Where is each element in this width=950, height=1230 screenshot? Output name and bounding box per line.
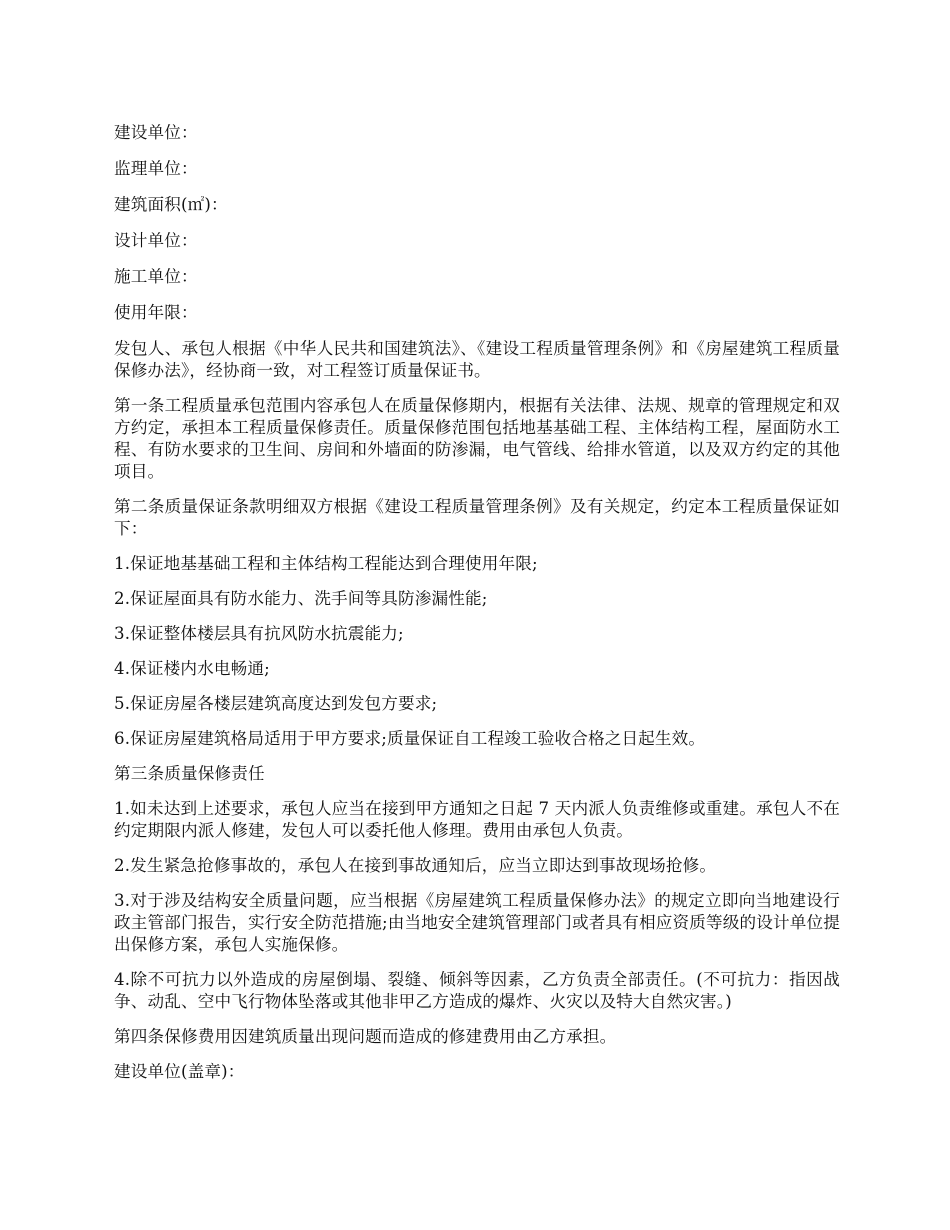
- field-construction-unit: 建设单位：: [114, 123, 198, 142]
- field-service-life: 使用年限：: [114, 303, 198, 322]
- signature-line: 建设单位(盖章)：: [114, 1062, 245, 1081]
- intro-paragraph: 发包人、承包人根据《中华人民共和国建筑法》、《建设工程质量管理条例》和《房屋建筑工程质量保修办法》，经协商一致，对工程签订质量保证书。: [114, 339, 840, 380]
- article-3-item: 2.发生紧急抢修事故的，承包人在接到事故通知后，应当立即达到事故现场抢修。: [114, 856, 717, 875]
- article-2-item: 4.保证楼内水电畅通;: [114, 659, 270, 678]
- field-building-area: 建筑面积(㎡)：: [114, 195, 228, 214]
- field-design-unit: 设计单位：: [114, 231, 198, 250]
- article-3-item: 1.如未达到上述要求，承包人应当在接到甲方通知之日起 7 天内派人负责维修或重建。承包人不在约定期限内派人修建，发包人可以委托他人修理。费用由承包人负责。: [114, 799, 840, 840]
- article-3-item: 3.对于涉及结构安全质量问题，应当根据《房屋建筑工程质量保修办法》的规定立即向当地建设行政主管部门报告，实行安全防范措施;由当地安全建筑管理部门或者具有相应资质等级的设计单位提出保修方案，承包人实施保修。: [114, 891, 840, 954]
- article-2-item: 6.保证房屋建筑格局适用于甲方要求;质量保证自工程竣工验收合格之日起生效。: [114, 729, 706, 748]
- article-2-heading: 第二条质量保证条款明细双方根据《建设工程质量管理条例》及有关规定，约定本工程质量保证如下：: [114, 497, 840, 538]
- field-supervision-unit: 监理单位：: [114, 159, 198, 178]
- article-2-item: 3.保证整体楼层具有抗风防水抗震能力;: [114, 624, 404, 643]
- article-3-heading: 第三条质量保修责任: [114, 764, 265, 783]
- article-2-item: 5.保证房屋各楼层建筑高度达到发包方要求;: [114, 694, 438, 713]
- document-page: [114, 122, 840, 1096]
- article-2-item: 2.保证屋面具有防水能力、洗手间等具防渗漏性能;: [114, 589, 488, 608]
- field-contractor-unit: 施工单位：: [114, 267, 198, 286]
- article-2-item: 1.保证地基基础工程和主体结构工程能达到合理使用年限;: [114, 554, 538, 573]
- article-4-paragraph: 第四条保修费用因建筑质量出现问题而造成的修建费用由乙方承担。: [114, 1027, 617, 1046]
- article-3-item: 4.除不可抗力以外造成的房屋倒塌、裂缝、倾斜等因素，乙方负责全部责任。(不可抗力：指因战争、动乱、空中飞行物体坠落或其他非甲乙方造成的爆炸、火灾以及特大自然灾害。): [114, 970, 840, 1011]
- article-1-paragraph: 第一条工程质量承包范围内容承包人在质量保修期内，根据有关法律、法规、规章的管理规定和双方约定，承担本工程质量保修责任。质量保修范围包括地基基础工程、主体结构工程，屋面防水工程、有防水要求的卫生间、房间和外墙面的防渗漏，电气管线、给排水管道，以及双方约定的其他项目。: [114, 396, 840, 481]
